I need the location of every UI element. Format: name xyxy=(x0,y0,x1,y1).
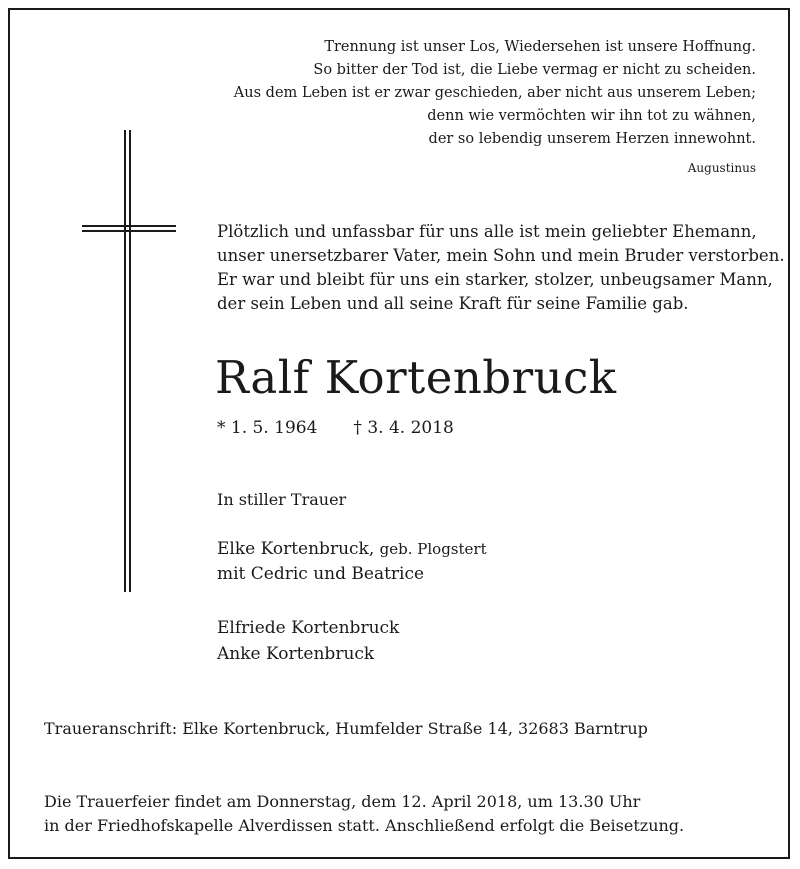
mourning-heading: In stiller Trauer xyxy=(217,490,347,509)
relative-name: Elfriede Kortenbruck xyxy=(217,618,400,638)
life-dates xyxy=(217,416,454,440)
intro-line: der sein Leben und all seine Kraft für seine Familie gab. xyxy=(217,294,689,313)
intro-line: Er war und bleibt für uns ein starker, stolzer, unbeugsamer Mann, xyxy=(217,270,773,289)
quote-line: der so lebendig unserem Herzen innewohnt. xyxy=(428,131,756,147)
cross-vertical-line xyxy=(124,130,126,592)
quote-line: Aus dem Leben ist er zwar geschieden, aber nicht aus unserem Leben; xyxy=(233,85,756,101)
family-group-spouse xyxy=(217,537,487,587)
spouse-name: Elke Kortenbruck, xyxy=(217,539,375,559)
cross-vertical-line xyxy=(129,130,131,592)
spouse-line xyxy=(217,537,487,562)
quote-line: So bitter der Tod ist, die Liebe vermag er nicht zu scheiden. xyxy=(313,62,756,78)
maiden-name: geb. Plogstert xyxy=(379,540,487,558)
quote-author: Augustinus xyxy=(687,161,756,175)
intro-line: Plötzlich und unfassbar für uns alle ist mein geliebter Ehemann, xyxy=(217,222,757,241)
cross-horizontal-line xyxy=(82,225,176,227)
quote-line: Trennung ist unser Los, Wiedersehen ist unsere Hoffnung. xyxy=(324,39,756,55)
mourning-address: Traueranschrift: Elke Kortenbruck, Humfelder Straße 14, 32683 Barntrup xyxy=(44,719,648,738)
intro-line: unser unersetzbarer Vater, mein Sohn und mein Bruder verstorben. xyxy=(217,246,785,265)
deceased-name: Ralf Kortenbruck xyxy=(215,351,617,404)
quote-line: denn wie vermöchten wir ihn tot zu wähnen, xyxy=(427,108,756,124)
family-group-relatives xyxy=(217,615,399,667)
ceremony-line: in der Friedhofskapelle Alverdissen statt. Anschließend erfolgt die Beisetzung. xyxy=(44,816,685,835)
death-date: † 3. 4. 2018 xyxy=(353,418,454,438)
ceremony-info xyxy=(44,790,684,838)
cross-horizontal-line xyxy=(82,230,176,232)
quote-block xyxy=(234,36,756,151)
relative-name: Anke Kortenbruck xyxy=(217,644,375,664)
intro-text xyxy=(217,220,785,316)
birth-date: * 1. 5. 1964 xyxy=(217,418,318,438)
children-line: mit Cedric und Beatrice xyxy=(217,564,425,584)
ceremony-line: Die Trauerfeier findet am Donnerstag, dem 12. April 2018, um 13.30 Uhr xyxy=(44,792,641,811)
